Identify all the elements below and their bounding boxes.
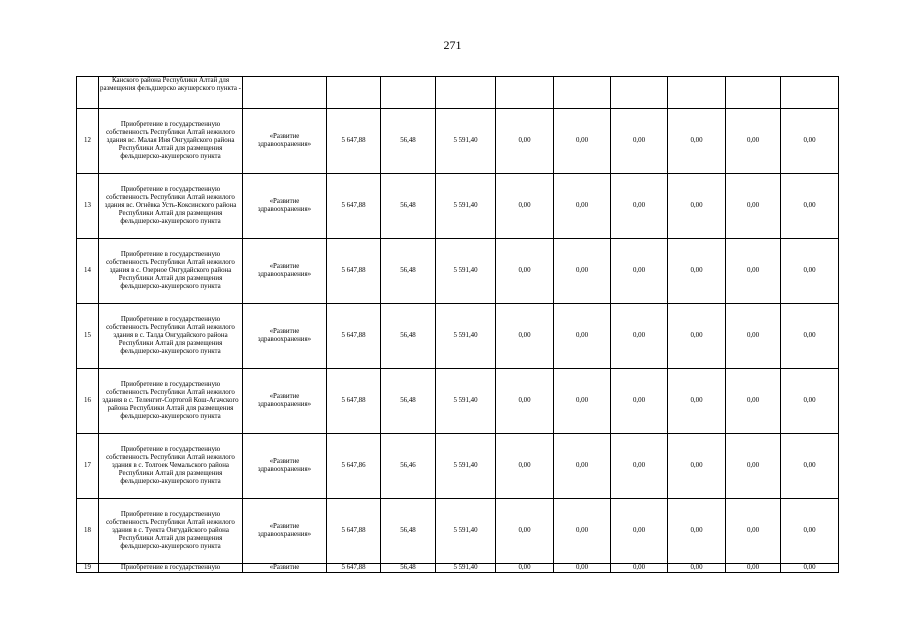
program-cell: «Развитие	[243, 564, 327, 573]
value-cell: 0,00	[496, 109, 554, 174]
value-cell: 56,46	[381, 434, 436, 499]
value-cell: 0,00	[668, 174, 726, 239]
description-cell: Приобретение в государственную	[99, 564, 243, 573]
table-row	[77, 109, 839, 174]
value-cell: 0,00	[496, 369, 554, 434]
value-cell: 0,00	[781, 369, 839, 434]
value-cell: 0,00	[554, 369, 611, 434]
value-cell: 0,00	[668, 304, 726, 369]
description-cell: Приобретение в государственную собственность Республики Алтай нежилого здания в с. Талда Онгудайского района Республики Алтай для размещения фельдшерско-акушерского пункта	[99, 304, 243, 369]
value-cell: 5 591,40	[436, 239, 496, 304]
value-cell: 0,00	[496, 499, 554, 564]
value-cell: 0,00	[554, 564, 611, 573]
table-row	[77, 77, 839, 109]
row-number-cell: 12	[77, 109, 99, 174]
row-number-cell: 13	[77, 174, 99, 239]
description-cell: Приобретение в государственную собственность Республики Алтай нежилого здания в с. Озерное Онгудайского района Республики Алтай для размещения фельдшерско-акушерского пункта	[99, 239, 243, 304]
program-cell: «Развитие здравоохранения»	[243, 499, 327, 564]
value-cell: 0,00	[726, 564, 781, 573]
value-cell: 0,00	[611, 304, 668, 369]
value-cell: 5 591,40	[436, 174, 496, 239]
value-cell: 0,00	[726, 174, 781, 239]
table-row	[77, 369, 839, 434]
program-cell: «Развитие здравоохранения»	[243, 304, 327, 369]
program-cell: «Развитие здравоохранения»	[243, 239, 327, 304]
description-cell: Приобретение в государственную собственность Республики Алтай нежилого здания в с. Толгоек Чемальского района Республики Алтай для размещения фельдшерско-акушерского пункта	[99, 434, 243, 499]
table-row	[77, 174, 839, 239]
value-cell: 0,00	[668, 499, 726, 564]
value-cell: 0,00	[611, 434, 668, 499]
value-cell: 5 647,88	[327, 564, 381, 573]
value-cell: 56,48	[381, 109, 436, 174]
value-cell: 5 591,40	[436, 564, 496, 573]
description-cell: Канского района Республики Алтай для размещения фельдшерско акушерского пункта -	[99, 77, 243, 109]
value-cell: 5 591,40	[436, 369, 496, 434]
value-cell	[327, 77, 381, 109]
value-cell: 0,00	[726, 109, 781, 174]
program-cell: «Развитие здравоохранения»	[243, 369, 327, 434]
value-cell: 0,00	[554, 499, 611, 564]
program-cell: «Развитие здравоохранения»	[243, 174, 327, 239]
row-number-cell	[77, 77, 99, 109]
value-cell: 56,48	[381, 304, 436, 369]
value-cell: 5 591,40	[436, 499, 496, 564]
value-cell	[381, 77, 436, 109]
value-cell: 0,00	[611, 174, 668, 239]
value-cell: 0,00	[781, 239, 839, 304]
value-cell: 0,00	[496, 564, 554, 573]
value-cell: 56,48	[381, 239, 436, 304]
budget-table	[76, 76, 839, 573]
value-cell: 0,00	[726, 369, 781, 434]
row-number-cell: 15	[77, 304, 99, 369]
value-cell: 0,00	[554, 304, 611, 369]
value-cell: 0,00	[668, 434, 726, 499]
value-cell: 0,00	[554, 239, 611, 304]
value-cell: 0,00	[781, 564, 839, 573]
value-cell: 0,00	[496, 304, 554, 369]
description-cell: Приобретение в государственную собственность Республики Алтай нежилого здания в с. Теленгит-Сортогой Кош-Агачского района Республики Алтай для размещения фельдшерско-акушерского пункта	[99, 369, 243, 434]
value-cell: 0,00	[726, 304, 781, 369]
value-cell: 0,00	[611, 499, 668, 564]
table-row	[77, 304, 839, 369]
value-cell: 0,00	[668, 109, 726, 174]
value-cell: 56,48	[381, 369, 436, 434]
table-body	[77, 77, 839, 573]
value-cell: 0,00	[668, 564, 726, 573]
value-cell: 5 647,88	[327, 174, 381, 239]
value-cell: 0,00	[611, 564, 668, 573]
value-cell	[436, 77, 496, 109]
description-cell: Приобретение в государственную собственность Республики Алтай нежилого здания вс. Огнёвка Усть-Коксинского района Республики Алтай для размещения фельдшерско-акушерского пункта	[99, 174, 243, 239]
page-number: 271	[443, 38, 462, 52]
value-cell	[781, 77, 839, 109]
table-row	[77, 239, 839, 304]
row-number-cell: 16	[77, 369, 99, 434]
value-cell: 5 591,40	[436, 304, 496, 369]
value-cell: 0,00	[611, 369, 668, 434]
description-cell: Приобретение в государственную собственность Республики Алтай нежилого здания вс. Малая Иня Онгудайского района Республики Алтай для размещения фельдшерско-акушерского пункта	[99, 109, 243, 174]
row-number-cell: 17	[77, 434, 99, 499]
table-row	[77, 564, 839, 573]
description-cell: Приобретение в государственную собственность Республики Алтай нежилого здания в с. Туекта Онгудайского района Республики Алтай для размещения фельдшерско-акушерского пункта	[99, 499, 243, 564]
value-cell: 0,00	[496, 239, 554, 304]
value-cell: 0,00	[554, 109, 611, 174]
value-cell: 0,00	[781, 304, 839, 369]
value-cell: 56,48	[381, 564, 436, 573]
value-cell: 0,00	[781, 434, 839, 499]
value-cell: 56,48	[381, 174, 436, 239]
value-cell: 0,00	[496, 434, 554, 499]
value-cell: 0,00	[668, 369, 726, 434]
program-cell: «Развитие здравоохранения»	[243, 434, 327, 499]
row-number-cell: 19	[77, 564, 99, 573]
value-cell: 5 591,40	[436, 434, 496, 499]
value-cell: 0,00	[668, 239, 726, 304]
value-cell: 5 647,88	[327, 369, 381, 434]
program-cell	[243, 77, 327, 109]
table-row	[77, 499, 839, 564]
value-cell	[611, 77, 668, 109]
row-number-cell: 18	[77, 499, 99, 564]
value-cell: 0,00	[611, 109, 668, 174]
value-cell: 0,00	[554, 174, 611, 239]
value-cell: 0,00	[781, 499, 839, 564]
value-cell	[496, 77, 554, 109]
value-cell: 56,48	[381, 499, 436, 564]
value-cell: 5 647,88	[327, 304, 381, 369]
table-row	[77, 434, 839, 499]
value-cell	[726, 77, 781, 109]
value-cell	[668, 77, 726, 109]
value-cell: 0,00	[611, 239, 668, 304]
value-cell: 5 647,88	[327, 109, 381, 174]
value-cell: 0,00	[781, 109, 839, 174]
value-cell: 0,00	[726, 239, 781, 304]
value-cell: 5 647,88	[327, 239, 381, 304]
value-cell	[554, 77, 611, 109]
value-cell: 5 647,86	[327, 434, 381, 499]
value-cell: 0,00	[726, 434, 781, 499]
value-cell: 5 591,40	[436, 109, 496, 174]
row-number-cell: 14	[77, 239, 99, 304]
value-cell: 0,00	[554, 434, 611, 499]
value-cell: 0,00	[726, 499, 781, 564]
value-cell: 0,00	[781, 174, 839, 239]
value-cell: 5 647,88	[327, 499, 381, 564]
value-cell: 0,00	[496, 174, 554, 239]
program-cell: «Развитие здравоохранения»	[243, 109, 327, 174]
